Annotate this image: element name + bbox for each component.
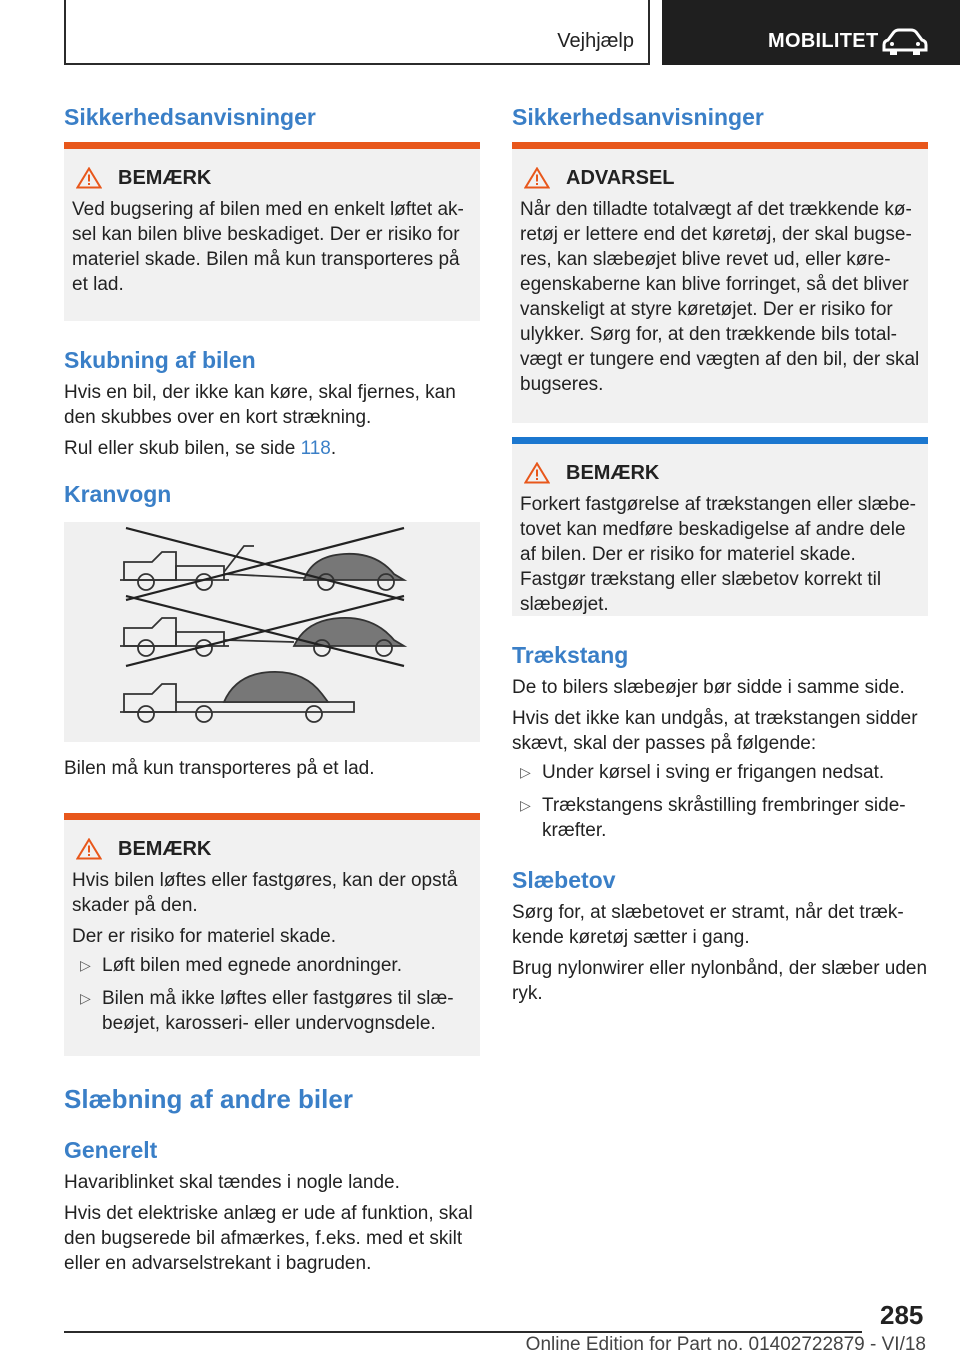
general-subheading: Generelt [64,1137,158,1163]
warning-text: Når den tilladte totalvægt af det trækkende kø-retøj er lettere end det køretøj, der skal bugse-res, kan slæbeøjet blive revet ud, eller køre-egenskaberne kan blive forringet, så det bliver vanskeligt at styre køretøjet. Der er risiko for ulykker. Sørg for, at den trækkende bils total-vægt er tungere end vægten af den bil, der skal bugseres. [520,199,920,395]
section-heading: Sikkerhedsanvisninger [512,104,764,130]
towing-others-heading: Slæbning af andre biler [64,1084,353,1114]
notice-bar [64,142,480,149]
pushing-heading: Skubning af bilen [64,347,256,373]
page-link[interactable]: 118 [300,438,331,459]
towbar-text: De to bilers slæbeøjer bør sidde i samme side. [512,677,905,698]
notice-list [72,953,472,1036]
crane-heading: Kranvogn [64,481,172,507]
notice-title: BEMÆRK [118,166,212,189]
right-column [512,100,928,1006]
notice-text: Der er risiko for materiel skade. [72,926,336,947]
warning-triangle-icon [76,167,102,189]
notice-text: Forkert fastgørelse af trækstangen eller slæbe-tovet kan medføre beskadigelse af andre dele af bilen. Der er risiko for materiel skade. Fastgør trækstang eller slæbetov korrekt til slæbeøjet. [520,494,916,615]
section-heading: Sikkerhedsanvisninger [64,104,316,130]
towbar-text: Hvis det ikke kan undgås, at trækstangen sidder skævt, skal der passes på følgende: [512,708,918,754]
list-item: ▷ Trækstangens skråstilling frembringer side-kræfter. [520,795,906,841]
tow-truck-illustration [64,522,480,742]
list-item: ▷ Under kørsel i sving er frigangen nedsat. [520,762,885,783]
bullet-triangle-icon: ▷ [80,957,91,973]
warning-bar [512,142,928,149]
rope-text: Sørg for, at slæbetovet er stramt, når det træk-kende køretøj sætter i gang. [512,902,904,948]
bullet-triangle-icon: ▷ [520,797,531,813]
rope-text: Brug nylonwirer eller nylonbånd, der slæber uden ryk. [512,958,928,1004]
list-item: ▷ Løft bilen med egnede anordninger. [80,955,402,976]
warning-triangle-icon [76,838,102,860]
warning-triangle-icon [524,462,550,484]
notice-box [64,149,480,321]
general-text: Hvis det elektriske anlæg er ude af funktion, skal den bugserede bil afmærkes, f.eks. med et skilt eller en advarselstrekant i bagruden. [64,1203,473,1274]
rope-heading: Slæbetov [512,867,616,893]
notice-bar [512,437,928,444]
left-column [64,100,480,1276]
notice-title: BEMÆRK [566,461,660,484]
notice-text: Ved bugsering af bilen med en enkelt løftet ak-sel kan bilen blive beskadiget. Der er risiko for materiel skade. Bilen må kun transporteres på et lad. [72,199,464,295]
edition-note: Online Edition for Part no. 01402722879 - VI/18 [525,1334,926,1355]
notice-box [512,444,928,616]
notice-text: Hvis bilen løftes eller fastgøres, kan der opstå skader på den. [72,870,458,916]
footer-divider [64,1331,862,1333]
section-tab [64,0,650,65]
pushing-reference: Rul eller skub bilen, se side 118. [64,438,337,459]
list-item: ▷ Bilen må ikke løftes eller fastgøres til slæ-beøjet, karosseri- eller undervognsdele. [80,988,454,1034]
notice-box [64,820,480,1056]
chapter-title: MOBILITET [768,30,879,52]
towbar-list [512,760,928,843]
page-number: 285 [880,1300,924,1330]
bullet-triangle-icon: ▷ [520,764,531,780]
crane-caption: Bilen må kun transporteres på et lad. [64,758,375,779]
general-text: Havariblinket skal tændes i nogle lande. [64,1172,400,1193]
warning-triangle-icon [524,167,550,189]
notice-title: BEMÆRK [118,837,212,860]
towbar-heading: Trækstang [512,642,629,668]
chapter-tab [662,0,960,65]
car-icon [882,28,928,56]
pushing-text: Hvis en bil, der ikke kan køre, skal fjernes, kan den skubbes over en kort strækning. [64,382,456,428]
warning-box [512,149,928,423]
notice-bar [64,813,480,820]
bullet-triangle-icon: ▷ [80,990,91,1006]
section-title: Vejhjælp [557,30,634,52]
warning-title: ADVARSEL [566,166,675,189]
